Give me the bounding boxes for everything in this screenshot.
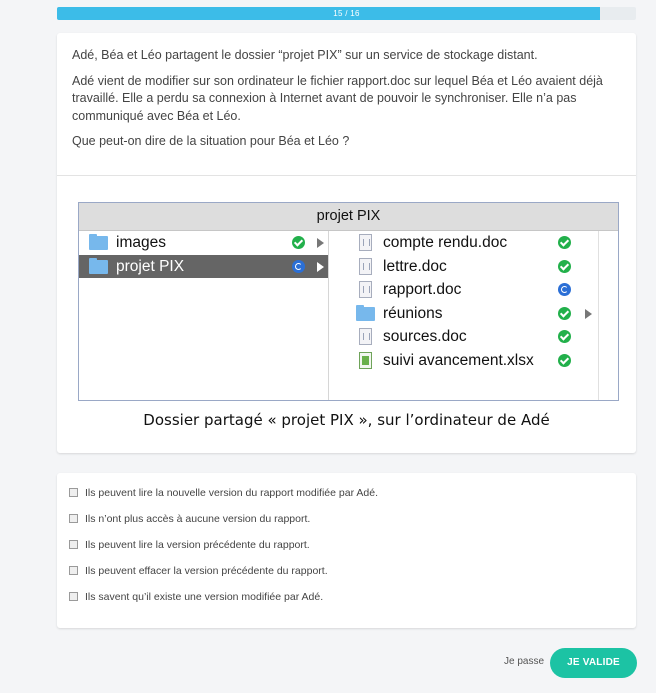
answer-checkbox[interactable]	[69, 592, 78, 601]
folder-icon	[89, 236, 108, 250]
synced-check-icon	[558, 330, 571, 343]
answer-option[interactable]	[69, 589, 323, 605]
question-paragraph: Adé, Béa et Léo partagent le dossier “projet PIX” sur un service de stockage distant.	[72, 48, 538, 62]
answer-option[interactable]	[69, 537, 310, 553]
synced-check-icon	[558, 236, 571, 249]
finder-row-sources	[349, 325, 598, 349]
synced-check-icon	[292, 236, 305, 249]
finder-row-reunions	[349, 302, 598, 326]
finder-item-label: images	[116, 234, 166, 251]
answers-card	[57, 473, 636, 628]
progress-label: 15 / 16	[333, 9, 360, 18]
answer-checkbox[interactable]	[69, 540, 78, 549]
disclosure-arrow-icon	[317, 262, 324, 272]
finder-row-images	[79, 231, 328, 255]
doc-icon	[359, 258, 372, 275]
finder-row-suivi	[349, 349, 598, 373]
spreadsheet-icon	[359, 352, 372, 369]
answer-option[interactable]	[69, 511, 310, 527]
validate-button[interactable]: JE VALIDE	[550, 648, 637, 678]
answer-option[interactable]	[69, 563, 328, 579]
question-card	[57, 33, 636, 453]
divider	[57, 175, 636, 176]
finder-row-compte-rendu	[349, 231, 598, 255]
finder-left-pane	[79, 231, 329, 400]
disclosure-arrow-icon	[317, 238, 324, 248]
doc-icon	[359, 328, 372, 345]
finder-row-projet-pix	[79, 255, 328, 279]
synced-check-icon	[558, 307, 571, 320]
syncing-icon	[558, 283, 571, 296]
finder-item-label: lettre.doc	[383, 257, 447, 275]
answer-checkbox[interactable]	[69, 488, 78, 497]
figure-caption: Dossier partagé « projet PIX », sur l’ordinateur de Adé	[143, 411, 550, 429]
folder-icon	[89, 260, 108, 274]
finder-right-pane	[349, 231, 598, 400]
finder-row-rapport	[349, 278, 598, 302]
finder-window-illustration	[78, 202, 619, 401]
answer-checkbox[interactable]	[69, 566, 78, 575]
doc-icon	[359, 281, 372, 298]
folder-icon	[356, 307, 375, 321]
synced-check-icon	[558, 354, 571, 367]
answer-option[interactable]	[69, 485, 378, 501]
question-prompt: Que peut-on dire de la situation pour Béa et Léo ?	[72, 134, 350, 148]
finder-item-label: rapport.doc	[383, 281, 462, 298]
finder-row-lettre	[349, 255, 598, 279]
finder-title: projet PIX	[79, 203, 618, 231]
doc-icon	[359, 234, 372, 251]
answer-label: Ils n’ont plus accès à aucune version du rapport.	[85, 513, 311, 525]
finder-item-label: suivi avancement.xlsx	[383, 351, 534, 369]
answer-label: Ils peuvent effacer la version précédente du rapport.	[85, 565, 328, 577]
disclosure-arrow-icon	[585, 309, 592, 319]
finder-item-label: projet PIX	[116, 257, 185, 275]
answer-label: Ils peuvent lire la nouvelle version du rapport modifiée par Adé.	[85, 487, 379, 499]
synced-check-icon	[558, 260, 571, 273]
answer-label: Ils savent qu’il existe une version modifiée par Adé.	[85, 591, 324, 603]
question-text	[57, 33, 636, 151]
finder-column-divider	[598, 231, 599, 400]
answer-checkbox[interactable]	[69, 514, 78, 523]
skip-link[interactable]: Je passe	[504, 656, 545, 667]
finder-item-label: sources.doc	[383, 328, 467, 345]
syncing-icon	[292, 260, 305, 273]
question-paragraph: Adé vient de modifier sur son ordinateur le fichier rapport.doc sur lequel Béa et Léo avaient déjà travaillé. Elle a perdu sa connexion à Internet avant de pouvoir le synchroniser. Elle n’a pas communiqué avec Béa et Léo.	[72, 73, 603, 123]
finder-item-label: réunions	[383, 304, 443, 322]
answer-label: Ils peuvent lire la version précédente du rapport.	[85, 539, 310, 551]
progress-bar	[57, 7, 636, 20]
finder-item-label: compte rendu.doc	[383, 234, 508, 251]
